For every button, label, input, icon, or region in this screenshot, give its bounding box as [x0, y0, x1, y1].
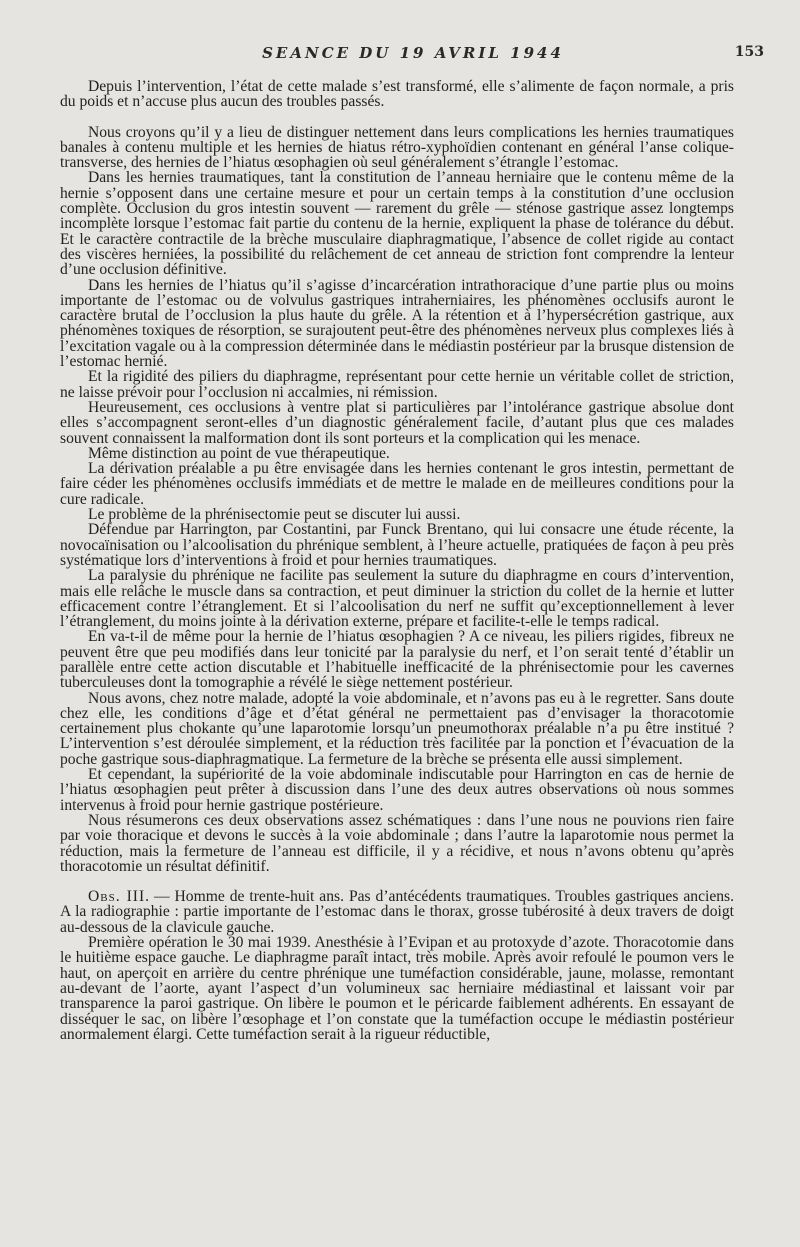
observation-label: Obs. III	[88, 888, 146, 906]
paragraph: Et cependant, la supériorité de la voie abdominale indiscutable pour Harrington en cas de hernie de l’hiatus œsophagien peut prêter à discussion dans l’une des deux autres observations où nous sommes intervenus à froid pour hernie gastrique postérieure.	[60, 766, 734, 814]
observation-text: . — Homme de trente-huit ans. Pas d’antécédents traumatiques. Troubles gastriques anciens. A la radiographie : partie importante de l’estomac dans le thorax, grosse tubérosité à deux travers de doigt au-dessous de la clavicule gauche.	[60, 888, 735, 936]
paragraph: Nous résumerons ces deux observations assez schématiques : dans l’une nous ne pouvions rien faire par voie thoracique et devons le succès à la voie abdominale ; dans l’autre la laparotomie nous permet la réduction, mais la fermeture de l’anneau est difficile, il y a récidive, et nous n’avons obtenu qu’après thoracotomie un résultat définitif.	[60, 811, 734, 875]
paragraph-gap	[60, 110, 734, 125]
paragraph: La paralysie du phrénique ne facilite pas seulement la suture du diaphragme en cours d’intervention, mais elle relâche le muscle dans sa contraction, et peut diminuer la striction du collet de la hernie et lutter efficacement contre l’étranglement. Et si l’alcoolisation du nerf ne suffit qu’exceptionnellement à lever l’étranglement, du moins jointe à la dérivation externe, prépare et facilite-t-elle le temps radical.	[60, 567, 734, 631]
paragraph: Même distinction au point de vue thérapeutique.	[88, 444, 390, 462]
paragraph: Dans les hernies traumatiques, tant la constitution de l’anneau herniaire que le contenu même de la hernie s’opposent dans une certaine mesure et pour un certain temps à la constitution d’une occlusion complète. Occlusion du gros intestin souvent — rarement du grêle — sténose gastrique assez longtemps incomplète lorsque l’estomac fait partie du contenu de la hernie, expliquent la phase de tolérance du début. Et le caractère contractile de la brèche musculaire diaphragmatique, l’absence de collet rigide au contact des viscères herniées, la possibilité du relâchement de cet anneau de striction font comprendre la lenteur d’une occlusion définitive.	[60, 169, 734, 279]
paragraph: Nous croyons qu’il y a lieu de distinguer nettement dans leurs complications les hernies traumatiques banales à contenu multiple et les hernies de hiatus rétro-xyphoïdien contenant en général l’anse colique-transverse, des hernies de l’hiatus œsophagien où seul généralement s’étrangle l’estomac.	[60, 123, 734, 172]
paragraph: Et la rigidité des piliers du diaphragme, représentant pour cette hernie un véritable collet de striction, ne laisse prévoir pour l’occlusion ni accalmies, ni rémission.	[60, 368, 734, 401]
paragraph: Dans les hernies de l’hiatus qu’il s’agisse d’incarcération intrathoracique d’une partie plus ou moins importante de l’estomac ou de volvulus gastriques intraherniaires, les phénomènes occlusifs auront le caractère brutal de l’occlusion la plus haute du grêle. A la rétention et à l’hypersécrétion gastrique, aux phénomènes toxiques de résorption, se surajoutent peut-être des phénomènes nerveux plus complexes liés à l’excitation vagale ou à la compression déterminée dans le médiastin postérieur par la brusque distension de l’estomac hernié.	[60, 276, 734, 371]
running-header	[88, 44, 764, 66]
paragraph: Le problème de la phrénisectomie peut se discuter lui aussi.	[88, 506, 461, 524]
running-title: SEANCE DU 19 AVRIL 1944	[262, 44, 564, 62]
paragraph: Nous avons, chez notre malade, adopté la voie abdominale, et n’avons pas eu à le regretter. Sans doute chez elle, les conditions d’âge et d’état général ne permettaient pas d’envisager la thoracotomie certainement plus chokante qu’une laparotomie lorsqu’un pneumothorax préalable n’a pu être institué ? L’intervention s’est déroulée simplement, et la réduction très facilitée par la ponction et l’évacuation de la poche gastrique sous-diaphragmatique. La fermeture de la brèche se présenta elle aussi simplement.	[60, 689, 734, 768]
observation-paragraph	[60, 889, 734, 935]
article-body	[60, 79, 734, 1042]
paragraph: Défendue par Harrington, par Costantini, par Funck Brentano, qui lui consacre une étude récente, la novocaïnisation ou l’alcoolisation du phrénique semblent, à l’heure actuelle, pratiquées de façon à peu près systématique lors d’interventions à froid et pour hernies traumatiques.	[60, 521, 734, 569]
paragraph: Première opération le 30 mai 1939. Anesthésie à l’Evipan et au protoxyde d’azote. Thoracotomie dans le huitième espace gauche. Le diaphragme paraît intact, très mobile. Après avoir refoulé le poumon vers le haut, on aperçoit en arrière du centre phrénique une tuméfaction considérable, jaune, molasse, remontant au-devant de l’aorte, ayant l’aspect d’un volumineux sac herniaire médiastinal et laissant voir par transparence la paroi gastrique. On libère le poumon et le péricarde faiblement adhérents. En essayant de disséquer le sac, on libère l’œsophage et l’on constate que la tuméfaction occupe le médiastin postérieur anormalement élargi. Cette tuméfaction serait à la rigueur réductible,	[60, 934, 734, 1043]
paragraph: La dérivation préalable a pu être envisagée dans les hernies contenant le gros intestin, permettant de faire céder les phénomènes occlusifs immédiats et de mettre le malade en de meilleures conditions pour la cure radicale.	[60, 460, 734, 508]
page-number: 153	[734, 44, 764, 60]
paragraph: En va-t-il de même pour la hernie de l’hiatus œsophagien ? A ce niveau, les piliers rigides, fibreux ne peuvent être que peu modifiés dans leur tonicité par la paralysie du nerf, et l’on serait tenté d’établir un parallèle entre cette action discutable et l’habituelle inefficacité de la phrénisectomie pour les cavernes tuberculeuses dont la tomographie a révélé le siège nettement postérieur.	[60, 628, 734, 692]
paragraph: Depuis l’intervention, l’état de cette malade s’est transformé, elle s’alimente de façon normale, a pris du poids et n’accuse plus aucun des troubles passés.	[60, 78, 734, 111]
paragraph-gap	[60, 874, 734, 889]
paragraph: Heureusement, ces occlusions à ventre plat si particulières par l’intolérance gastrique absolue dont elles s’accompagnent seront-elles d’un diagnostic généralement facile, d’autant plus que ces malades souvent connaissent la malformation dont ils sont porteurs et la complication qui les menace.	[60, 398, 734, 447]
